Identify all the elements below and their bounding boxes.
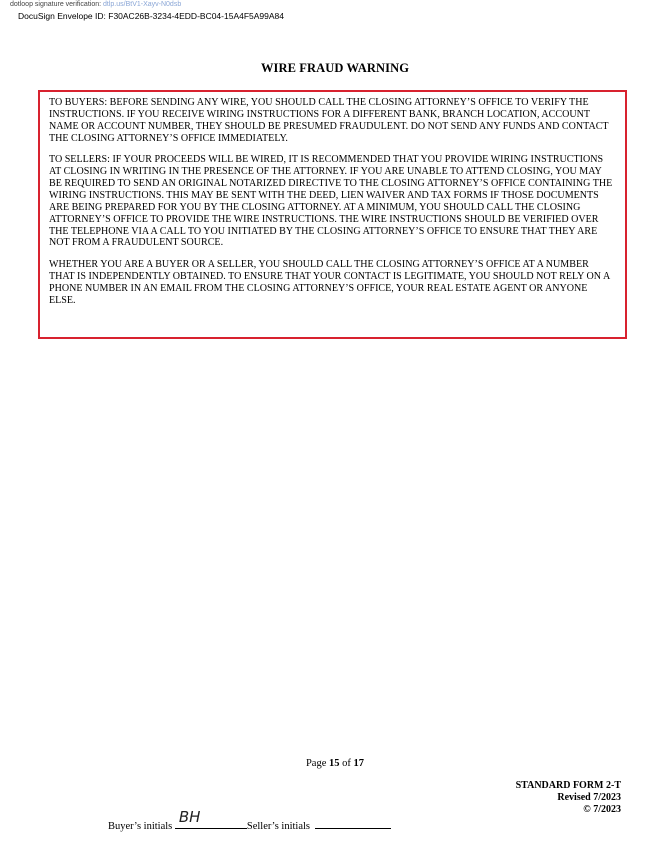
- buyers-paragraph: TO BUYERS: BEFORE SENDING ANY WIRE, YOU SHOULD CALL THE CLOSING ATTORNEY’S OFFICE TO VERIFY THE INSTRUCTIONS. IF YOU RECEIVE WIRING INSTRUCTIONS FOR A DIFFERENT BANK, BRANCH LOCATION, ACCOUNT NAME OR ACCOUNT NUMBER, THEY SHOULD BE PRESUMED FRAUDULENT. DO NOT SEND ANY FUNDS AND CONTACT THE CLOSING ATTORNEY’S OFFICE IMMEDIATELY.: [49, 97, 609, 144]
- initials-line: [108, 808, 391, 832]
- buyer-initials-field[interactable]: [175, 808, 247, 829]
- seller-initials-field[interactable]: [315, 816, 391, 829]
- buyer-initials-label: Buyer’s initials: [108, 821, 173, 832]
- form-info: [516, 780, 621, 816]
- page-current: 15: [329, 758, 340, 769]
- form-revised: Revised 7/2023: [557, 792, 621, 803]
- verification-link[interactable]: dtlp.us/BtV1-Xayv-N0dsb: [103, 1, 182, 8]
- page-number: [0, 758, 670, 769]
- envelope-id: DocuSign Envelope ID: F30AC26B-3234-4EDD-BC04-15A4F5A99A84: [18, 11, 285, 21]
- sellers-paragraph: TO SELLERS: IF YOUR PROCEEDS WILL BE WIRED, IT IS RECOMMENDED THAT YOU PROVIDE WIRING INSTRUCTIONS AT CLOSING IN WRITING IN THE PRESENCE OF THE ATTORNEY. IF YOU ARE UNABLE TO ATTEND CLOSING, YOU MAY BE REQUIRED TO SEND AN ORIGINAL NOTARIZED DIRECTIVE TO THE CLOSING ATTORNEY’S OFFICE CONTAINING THE WIRING INSTRUCTIONS. THIS MAY BE SENT WITH THE DEED, LIEN WAIVER AND TAX FORMS IF THOSE DOCUMENTS ARE BEING PREPARED FOR YOU BY THE CLOSING ATTORNEY. AT A MINIMUM, YOU SHOULD CALL THE CLOSING ATTORNEY’S OFFICE TO PROVIDE THE WIRE INSTRUCTIONS. THE WIRE INSTRUCTIONS SHOULD BE VERIFIED OVER THE TELEPHONE VIA A CALL TO YOU INITIATED BY THE CLOSING ATTORNEY’S OFFICE TO ENSURE THAT THEY ARE NOT FROM A FRAUDULENT SOURCE.: [49, 154, 613, 249]
- verification-label: dotloop signature verification:: [10, 1, 102, 8]
- form-copyright: © 7/2023: [583, 804, 621, 815]
- page-total: 17: [353, 758, 365, 769]
- wire-fraud-warning-box: [38, 90, 627, 339]
- form-name: STANDARD FORM 2-T: [515, 780, 621, 791]
- buyer-seller-paragraph: WHETHER YOU ARE A BUYER OR A SELLER, YOU SHOULD CALL THE CLOSING ATTORNEY’S OFFICE AT A NUMBER THAT IS INDEPENDENTLY OBTAINED. TO ENSURE THAT YOUR CONTACT IS LEGITIMATE, YOU SHOULD NOT RELY ON A PHONE NUMBER IN AN EMAIL FROM THE CLOSING ATTORNEY’S OFFICE, YOUR REAL ESTATE AGENT OR ANYONE ELSE.: [49, 258, 610, 306]
- page-prefix: Page: [305, 758, 330, 769]
- page-of: of: [339, 758, 354, 769]
- seller-initials-label: Seller’s initials: [246, 821, 310, 832]
- page-title: WIRE FRAUD WARNING: [260, 61, 410, 75]
- dotloop-verification: [10, 1, 181, 8]
- buyer-initials-signature: BH: [178, 808, 201, 826]
